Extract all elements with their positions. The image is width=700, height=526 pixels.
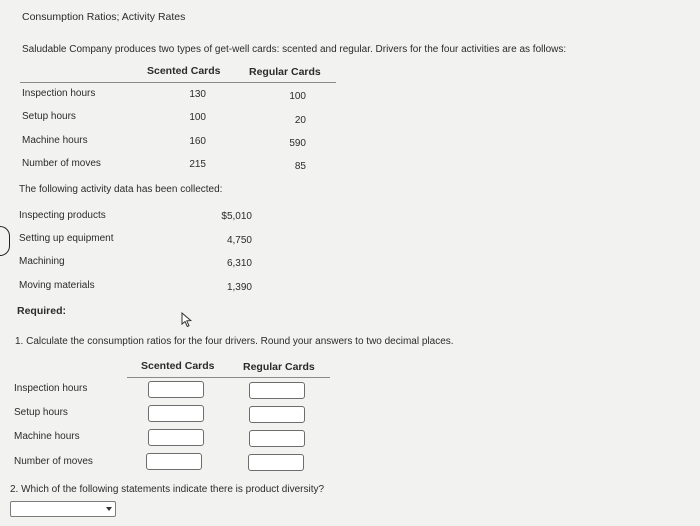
drivers-row-scented: 100 [189, 112, 206, 123]
activity-value: 6,310 [226, 258, 252, 269]
regular-machine-hours-input[interactable] [249, 430, 305, 447]
activity-value: 1,390 [226, 282, 252, 293]
scented-machine-hours-input[interactable] [148, 429, 204, 446]
question-1: 1. Calculate the consumption ratios for the four drivers. Round your answers to two decimal places. [15, 336, 454, 347]
mouse-cursor-icon [181, 312, 193, 328]
page-title: Consumption Ratios; Activity Rates [22, 11, 186, 23]
activity-intro: The following activity data has been collected: [19, 184, 223, 195]
chevron-down-icon [106, 507, 112, 511]
answer-row-label: Setup hours [14, 407, 68, 418]
product-diversity-dropdown[interactable] [10, 501, 116, 517]
answer-row-label: Inspection hours [14, 383, 88, 394]
drivers-header-rule [20, 82, 336, 83]
scented-inspection-hours-input[interactable] [148, 381, 204, 398]
activity-label: Moving materials [19, 280, 95, 291]
regular-inspection-hours-input[interactable] [249, 382, 305, 399]
drivers-row-label: Setup hours [22, 111, 76, 122]
drivers-row-label: Machine hours [22, 135, 88, 146]
drivers-header-regular: Regular Cards [249, 66, 321, 78]
activity-label: Machining [19, 256, 65, 267]
drivers-row-scented: 130 [189, 89, 206, 100]
drivers-row-regular: 20 [294, 115, 306, 126]
activity-label: Inspecting products [19, 210, 106, 221]
scented-number-of-moves-input[interactable] [146, 453, 202, 470]
question-2: 2. Which of the following statements indicate there is product diversity? [10, 484, 325, 495]
answer-row-label: Machine hours [14, 431, 80, 442]
regular-setup-hours-input[interactable] [249, 406, 305, 423]
answer-header-rule [127, 377, 330, 378]
problem-intro: Saludable Company produces two types of get-well cards: scented and regular. Drivers for the four activities are as follows: [22, 44, 567, 55]
drivers-row-scented: 215 [189, 159, 206, 170]
drivers-row-label: Inspection hours [22, 88, 96, 99]
regular-number-of-moves-input[interactable] [248, 454, 304, 471]
activity-label: Setting up equipment [19, 233, 114, 244]
scented-setup-hours-input[interactable] [148, 405, 204, 422]
activity-value: 4,750 [226, 235, 252, 246]
activity-value: $5,010 [221, 211, 252, 222]
bracket-icon [0, 226, 10, 256]
answer-header-regular: Regular Cards [243, 361, 315, 373]
drivers-row-regular: 590 [289, 138, 306, 149]
drivers-row-regular: 85 [294, 161, 306, 172]
drivers-header-scented: Scented Cards [147, 65, 221, 77]
drivers-row-label: Number of moves [22, 158, 101, 169]
drivers-row-regular: 100 [289, 91, 306, 102]
drivers-row-scented: 160 [189, 136, 206, 147]
required-label: Required: [17, 305, 67, 317]
answer-row-label: Number of moves [14, 456, 93, 467]
answer-header-scented: Scented Cards [141, 360, 215, 372]
